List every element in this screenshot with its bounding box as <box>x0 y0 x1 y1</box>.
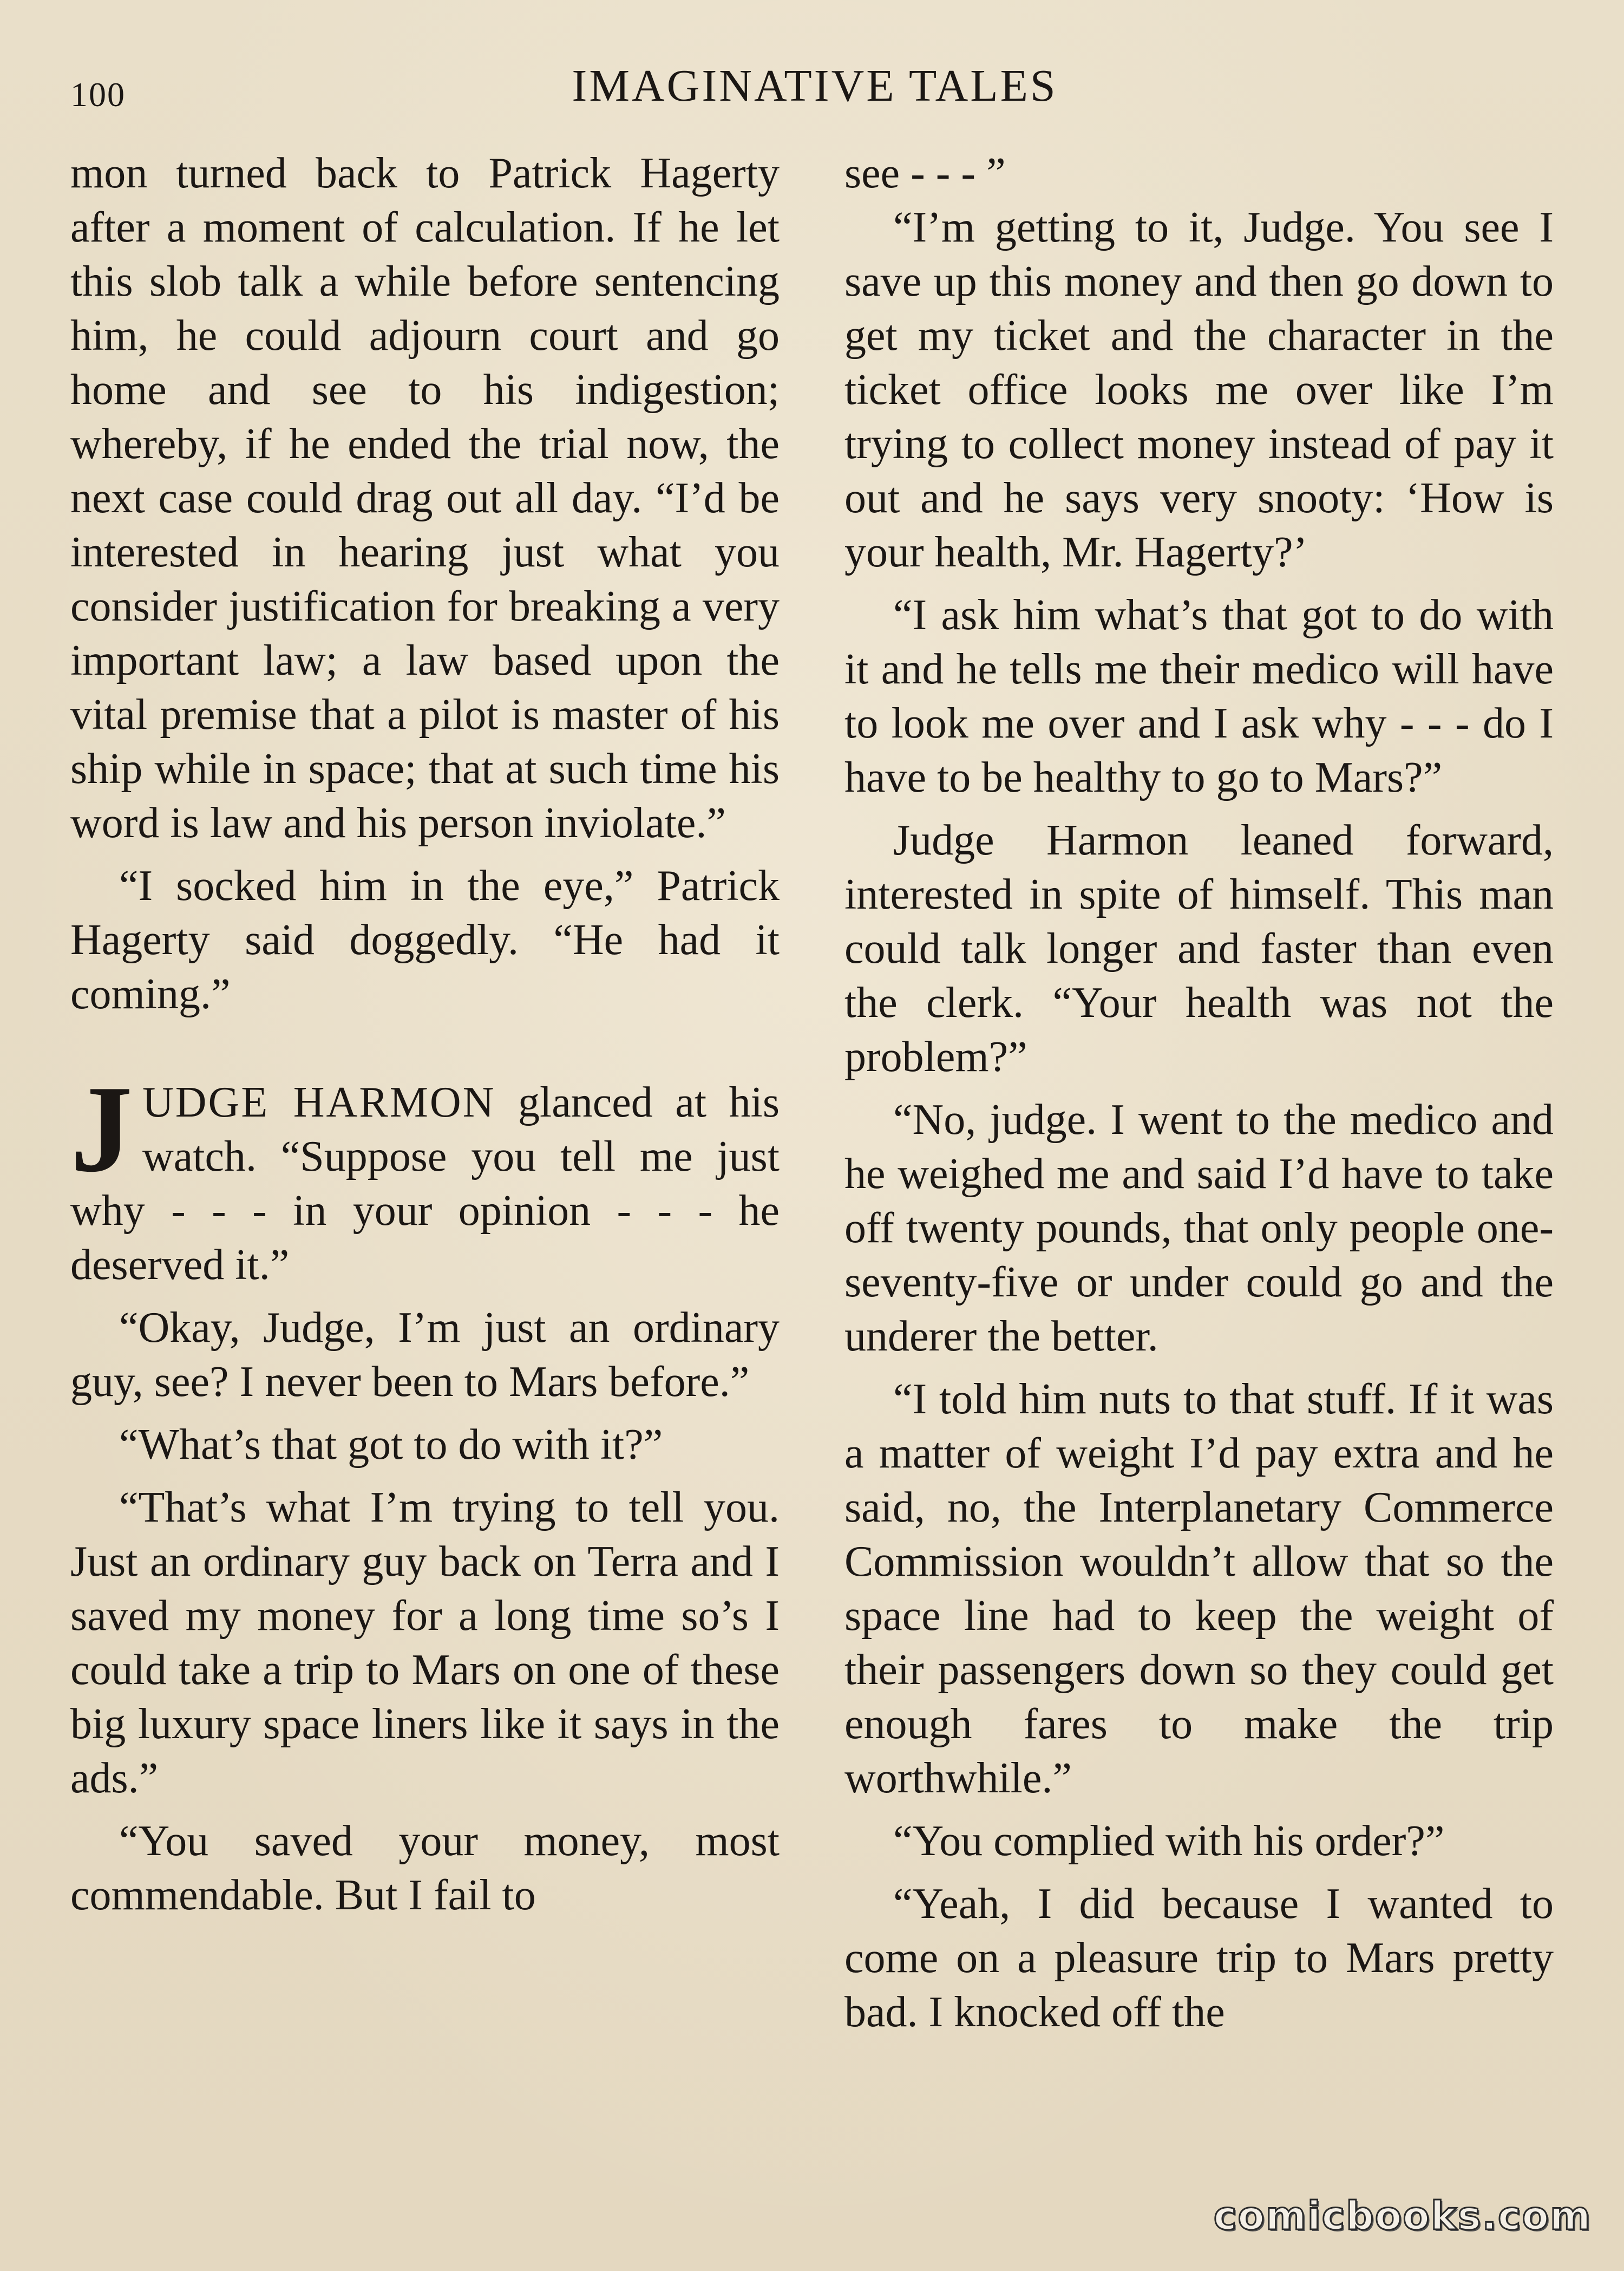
paragraph: “I’m getting to it, Judge. You see I save up this money and then go down to get my ticket and the character in the ticket office looks me over like I’m trying to collect money instead of pay it out and he says very snooty: ‘How is your health, Mr. Hagerty?’ <box>844 204 1554 576</box>
paragraph: “You saved your money, most commendable. But I fail to <box>70 1817 780 1919</box>
site-watermark: comicbooks.com <box>1213 2193 1592 2239</box>
paragraph: “No, judge. I went to the medico and he weighed me and said I’d have to take off twenty pounds, that only people one-seventy-five or under could go and the underer the better. <box>844 1096 1554 1360</box>
paragraph-text: glanced at his watch. “Suppose you tell me just why - - - in your opinion - - - he deserved it.” <box>70 1079 780 1289</box>
paragraph: “I told him nuts to that stuff. If it was a matter of weight I’d pay extra and he said, no, the Interplanetary Commerce Commission wouldn’t allow that so the space line had to keep the weight of their passengers down so they could get enough fares to make the trip worthwhile.” <box>844 1375 1554 1802</box>
small-caps-lead: UDGE HARMON <box>142 1079 496 1126</box>
paragraph: Judge Harmon leaned forward, interested in spite of himself. This man could talk longer and faster than even the clerk. “Your health was not the problem?” <box>844 817 1554 1081</box>
paragraph: “You complied with his order?” <box>893 1817 1445 1865</box>
running-title: IMAGINATIVE TALES <box>572 61 1058 111</box>
paragraph: “That’s what I’m trying to tell you. Just an ordinary guy back on Terra and I saved my money for a long time so’s I could take a trip to Mars on one of these big luxury space liners like it says in the ads.” <box>70 1484 780 1802</box>
paragraph: “I socked him in the eye,” Patrick Hagerty said doggedly. “He had it coming.” <box>70 862 780 1018</box>
drop-cap: J <box>70 1060 133 1198</box>
section-opening-paragraph <box>70 1060 780 1292</box>
right-column <box>844 146 1554 2039</box>
page-header <box>70 60 1559 119</box>
paragraph: mon turned back to Patrick Hagerty after a moment of calculation. If he let this slob talk a while before sentencing him, he could adjourn court and go home and see to his indigestion; whereby, if he ended the trial now, the next case could drag out all day. “I’d be interested in hearing just what you consider justification for breaking a very important law; a law based upon the vital premise that a pilot is master of his ship while in space; that at such time his word is law and his person inviolate.” <box>70 149 780 847</box>
section-break <box>70 1021 780 1075</box>
page-number: 100 <box>70 75 126 114</box>
left-column <box>70 146 780 1922</box>
paragraph: “Yeah, I did because I wanted to come on a pleasure trip to Mars pretty bad. I knocked off the <box>844 1880 1554 2036</box>
paragraph: “Okay, Judge, I’m just an ordinary guy, see? I never been to Mars before.” <box>70 1304 780 1406</box>
paragraph: “What’s that got to do with it?” <box>119 1421 663 1469</box>
paragraph: see - - - ” <box>844 149 1006 197</box>
paragraph: “I ask him what’s that got to do with it and he tells me their medico will have to look me over and I ask why - - - do I have to be healthy to go to Mars?” <box>844 591 1554 801</box>
